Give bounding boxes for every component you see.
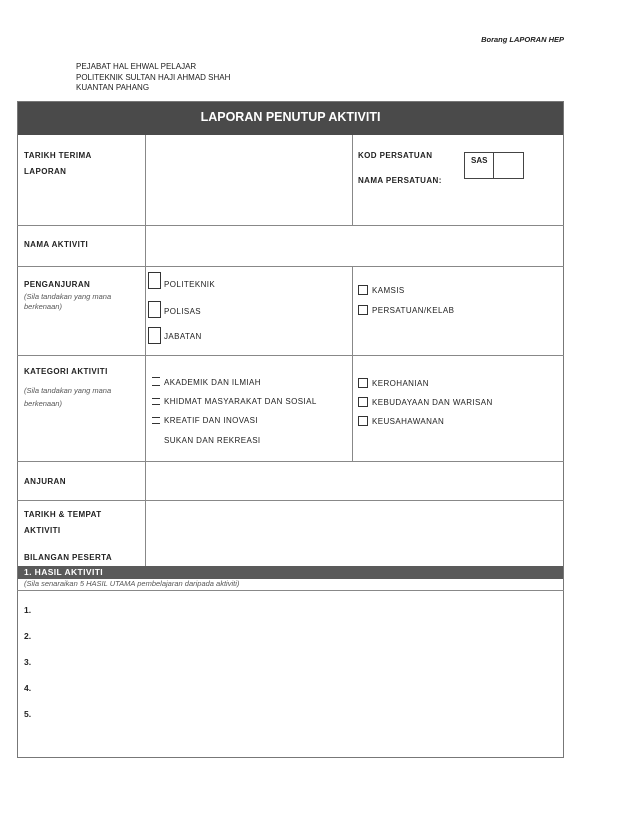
option-kerohanian: KEROHANIAN (372, 379, 429, 388)
option-kreatif: KREATIF DAN INOVASI (164, 416, 258, 425)
checkbox-kerohanian[interactable] (358, 378, 368, 388)
column-divider (352, 135, 353, 225)
checkbox-jabatan[interactable] (148, 327, 161, 344)
option-persatuan-kelab: PERSATUAN/KELAB (372, 306, 455, 315)
nama-aktiviti-field[interactable] (146, 226, 563, 266)
anjuran-label: ANJURAN (24, 477, 66, 486)
nama-aktiviti-label: NAMA AKTIVITI (24, 240, 89, 249)
office-line-2: POLITEKNIK SULTAN HAJI AHMAD SHAH (76, 72, 231, 82)
column-divider (352, 266, 353, 461)
option-kebudayaan: KEBUDAYAAN DAN WARISAN (372, 398, 493, 407)
checkbox-kreatif[interactable] (152, 423, 160, 424)
hasil-item: 4. (24, 683, 32, 693)
checkbox-politeknik[interactable] (148, 272, 161, 289)
option-akademik: AKADEMIK DAN ILMIAH (164, 378, 261, 387)
kod-persatuan-label: KOD PERSATUAN (358, 151, 433, 160)
option-kamsis: KAMSIS (372, 286, 405, 295)
checkbox-akademik[interactable] (152, 377, 160, 378)
kategori-note: (Sila tandakan yang mana berkenaan) (24, 386, 112, 408)
office-line-1: PEJABAT HAL EHWAL PELAJAR (76, 62, 197, 71)
nama-persatuan-label: NAMA PERSATUAN: (358, 176, 442, 185)
row-divider (17, 590, 564, 591)
option-jabatan: JABATAN (164, 332, 202, 341)
kategori-label: KATEGORI AKTIVITI (24, 367, 108, 376)
bilangan-peserta-field[interactable] (146, 544, 563, 566)
checkbox-kamsis[interactable] (358, 285, 368, 295)
tarikh-tempat-label: TARIKH & TEMPAT AKTIVITI (24, 510, 102, 535)
form-code: Borang LAPORAN HEP (481, 35, 564, 44)
checkbox-keusahawanan[interactable] (358, 416, 368, 426)
sas-prefix: SAS (471, 156, 488, 165)
penganjuran-label: PENGANJURAN (24, 280, 91, 289)
received-date-field[interactable] (146, 136, 352, 225)
anjuran-field[interactable] (146, 462, 563, 500)
hasil-aktiviti-field[interactable] (40, 592, 560, 752)
hasil-item: 5. (24, 709, 32, 719)
tarikh-tempat-field[interactable] (146, 501, 563, 539)
penganjuran-note: (Sila tandakan yang mana berkenaan) (24, 292, 112, 311)
hasil-item: 1. (24, 605, 32, 615)
checkbox-persatuan-kelab[interactable] (358, 305, 368, 315)
checkbox-khidmat[interactable] (152, 398, 160, 399)
row-divider (17, 266, 564, 267)
option-sukan: SUKAN DAN REKREASI (164, 436, 261, 445)
option-khidmat: KHIDMAT MASYARAKAT DAN SOSIAL (164, 397, 317, 406)
option-keusahawanan: KEUSAHAWANAN (372, 417, 445, 426)
sas-code-cell[interactable] (493, 153, 494, 178)
hasil-aktiviti-header: 1. HASIL AKTIVITI (18, 566, 563, 579)
received-date-label: TARIKH TERIMA LAPORAN (24, 151, 92, 176)
office-header (76, 62, 230, 94)
checkbox-akademik[interactable] (152, 385, 160, 386)
checkbox-kreatif[interactable] (152, 417, 160, 418)
form-title: LAPORAN PENUTUP AKTIVITI (18, 102, 563, 135)
office-line-3: KUANTAN PAHANG (76, 83, 150, 92)
option-politeknik: POLITEKNIK (164, 280, 216, 289)
kod-persatuan-field[interactable] (464, 152, 524, 179)
hasil-item: 3. (24, 657, 32, 667)
row-divider (17, 355, 564, 356)
checkbox-kebudayaan[interactable] (358, 397, 368, 407)
hasil-item: 2. (24, 631, 32, 641)
option-polisas: POLISAS (164, 307, 202, 316)
checkbox-khidmat[interactable] (152, 404, 160, 405)
bilangan-peserta-label: BILANGAN PESERTA (24, 553, 113, 562)
hasil-aktiviti-note: (Sila senaraikan 5 HASIL UTAMA pembelajaran daripada aktiviti) (24, 579, 240, 588)
checkbox-polisas[interactable] (148, 301, 161, 318)
